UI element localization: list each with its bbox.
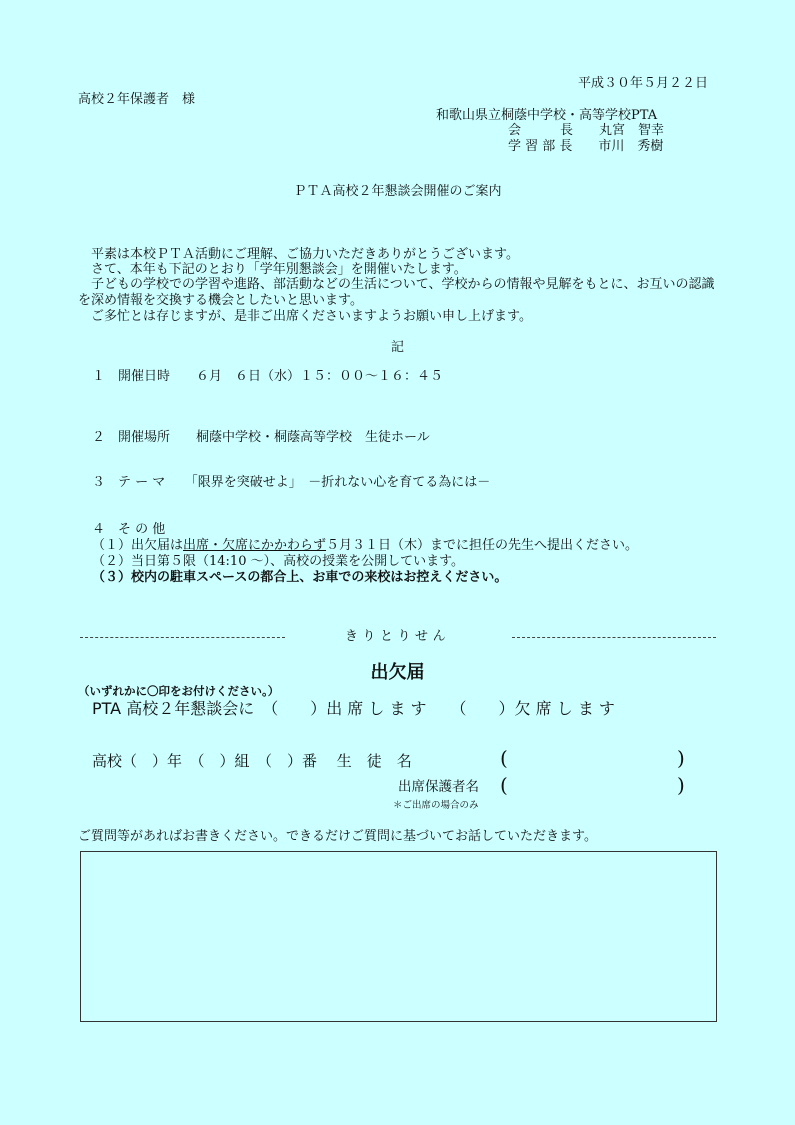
guardian-paren-open: ( bbox=[500, 773, 508, 797]
signatory-president: 会 長 丸宮 智幸 bbox=[508, 123, 665, 138]
student-name-paren-close: ) bbox=[677, 746, 685, 770]
note-attendance-deadline bbox=[92, 538, 638, 554]
cut-line-right bbox=[512, 637, 716, 638]
guardian-paren-close: ) bbox=[677, 773, 685, 797]
questions-box[interactable] bbox=[80, 851, 717, 1022]
student-info-line[interactable]: 高校（ ）年 （ ）組 （ ）番 生 徒 名 bbox=[92, 752, 412, 770]
guardian-label: 出席保護者名 bbox=[398, 779, 479, 795]
body-paragraph-3: 子どもの学校での学習や進路、部活動などの生活について、学校からの情報や見解をもとに、お互いの認識を深め情報を交換する機会としたいと思います。 bbox=[78, 277, 715, 308]
document-title: ＰＴＡ高校２年懇談会開催のご案内 bbox=[293, 184, 502, 199]
cut-line-label: きりとりせん bbox=[344, 629, 451, 644]
note-1-prefix: （１）出欠届は bbox=[92, 538, 184, 553]
student-name-paren-open: ( bbox=[500, 746, 508, 770]
item-venue: ２ 開催場所 桐蔭中学校・桐蔭高等学校 生徒ホール bbox=[92, 430, 430, 445]
ki-heading: 記 bbox=[390, 340, 404, 355]
guardian-note: ＊ご出席の場合のみ bbox=[393, 800, 479, 811]
recipient: 高校２年保護者 様 bbox=[78, 92, 196, 107]
guardian-name-field[interactable] bbox=[512, 777, 672, 799]
item-other: ４ そ の 他 bbox=[92, 522, 166, 537]
note-1-suffix: ５月３１日（木）までに担任の先生へ提出ください。 bbox=[326, 538, 639, 553]
note-1-underlined: 出席・欠席にかかわらず bbox=[183, 538, 327, 553]
form-title: 出欠届 bbox=[370, 662, 425, 683]
body-paragraph-4: ご多忙とは存じますが、是非ご出席くださいますようお願い申し上げます。 bbox=[78, 309, 532, 324]
note-parking: （３）校内の駐車スペースの都合上、お車での来校はお控えください。 bbox=[92, 570, 508, 585]
body-paragraph-1: 平素は本校ＰＴＡ活動にご理解、ご協力いただきありがとうございます。 bbox=[78, 247, 519, 262]
circle-instruction: （いずれかに〇印をお付けください。） bbox=[78, 684, 280, 698]
document-date: 平成３０年５月２２日 bbox=[578, 76, 709, 91]
note-open-class: （２）当日第５限（14:10 ～）、高校の授業を公開しています。 bbox=[92, 554, 465, 569]
organization-name: 和歌山県立桐蔭中学校・高等学校PTA bbox=[436, 108, 658, 123]
questions-prompt: ご質問等があればお書きください。できるだけご質問に基づいてお話していただきます。 bbox=[78, 829, 597, 844]
student-name-field[interactable] bbox=[512, 750, 672, 772]
signatory-study-director: 学 習 部 長 市川 秀樹 bbox=[508, 139, 664, 154]
item-theme: ３ テ ー マ 「限界を突破せよ」 －折れない心を育てる為には－ bbox=[92, 475, 491, 490]
attendance-choice-line[interactable]: PTA 高校２年懇談会に （ ）出 席 し ま す （ ）欠 席 し ま す bbox=[92, 699, 615, 718]
item-date-time: １ 開催日時 ６月 ６日（水）１５：００～１６：４５ bbox=[92, 369, 444, 384]
body-paragraph-2: さて、本年も下記のとおり「学年別懇談会」を開催いたします。 bbox=[78, 262, 467, 277]
